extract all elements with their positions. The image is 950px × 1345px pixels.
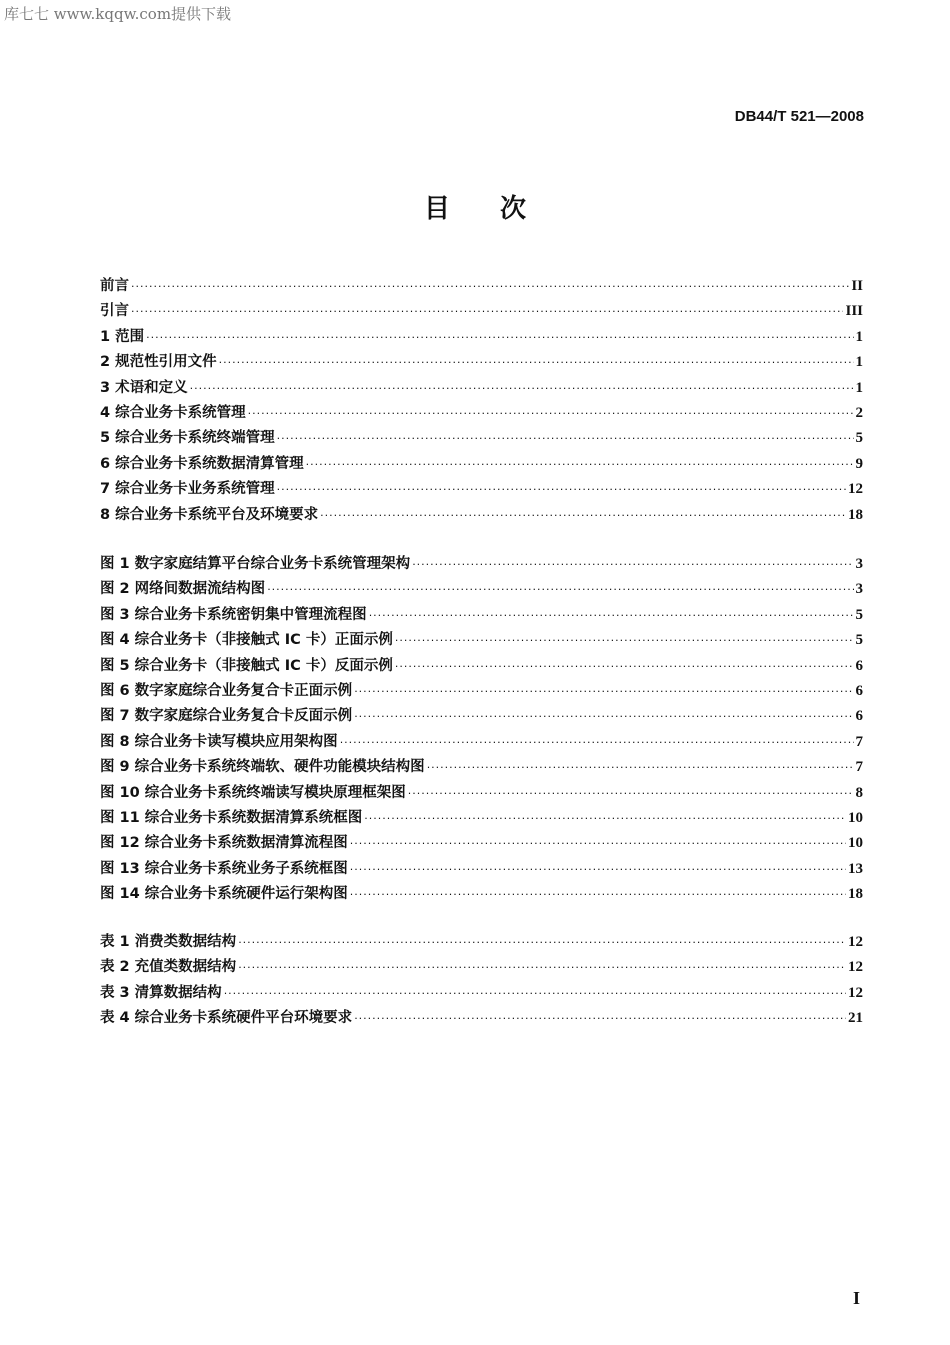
toc-entry-label: 4 综合业务卡系统管理: [100, 404, 246, 421]
dot-leader: [408, 781, 854, 806]
dot-leader: [219, 350, 854, 375]
toc-sections: [100, 274, 863, 528]
toc-entry-page: 12: [848, 934, 863, 950]
toc-entry[interactable]: [100, 552, 863, 577]
toc-entry-label: 图 11 综合业务卡系统数据清算系统框图: [100, 809, 363, 826]
toc-entry[interactable]: [100, 577, 863, 602]
toc-entry-label: 图 2 网络间数据流结构图: [100, 581, 266, 598]
toc-entry-label: 图 13 综合业务卡系统业务子系统框图: [100, 860, 348, 877]
toc-entry-label: 图 12 综合业务卡系统数据清算流程图: [100, 835, 348, 852]
toc-entry-label: 3 术语和定义: [100, 379, 188, 396]
toc-entry[interactable]: [100, 806, 863, 831]
dot-leader: [238, 930, 846, 955]
toc-entry[interactable]: [100, 401, 863, 426]
document-code: DB44/T 521—2008: [734, 108, 864, 125]
toc-entry-page: 1: [855, 354, 863, 371]
toc-entry-page: 2: [855, 404, 863, 421]
dot-leader: [248, 401, 854, 426]
toc-entry-label: 图 6 数字家庭综合业务复合卡正面示例: [100, 682, 353, 699]
dot-leader: [350, 831, 846, 856]
toc-entry-page: 13: [848, 860, 863, 877]
dot-leader: [354, 704, 853, 729]
toc-entry-page: 10: [848, 835, 863, 852]
toc-entry-label: 图 8 综合业务卡读写模块应用架构图: [100, 733, 338, 750]
dot-leader: [350, 882, 846, 907]
dot-leader: [131, 299, 843, 324]
dot-leader: [395, 654, 854, 679]
dot-leader: [131, 274, 849, 299]
toc-entry-page: 8: [855, 784, 863, 801]
toc-entry[interactable]: [100, 857, 863, 882]
toc-entry-page: 6: [855, 657, 863, 674]
toc-entry-page: 3: [855, 556, 863, 572]
toc-entry-page: 12: [848, 959, 863, 976]
toc-entry-label: 引言: [100, 303, 129, 320]
toc-entry[interactable]: [100, 299, 863, 324]
toc-entry[interactable]: [100, 1006, 863, 1031]
toc-entry-label: 表 4 综合业务卡系统硬件平台环境要求: [100, 1010, 353, 1027]
toc-entry-page: 18: [848, 506, 863, 523]
toc-entry-label: 图 7 数字家庭综合业务复合卡反面示例: [100, 708, 353, 725]
toc-entry-label: 图 14 综合业务卡系统硬件运行架构图: [100, 886, 348, 903]
toc-entry[interactable]: [100, 426, 863, 451]
toc-entry[interactable]: [100, 882, 863, 907]
toc-entry-page: 12: [848, 984, 863, 1001]
toc-entry[interactable]: [100, 755, 863, 780]
toc-entry-page: II: [851, 278, 863, 294]
toc-entry[interactable]: [100, 930, 863, 955]
dot-leader: [412, 552, 853, 577]
toc-entry[interactable]: [100, 628, 863, 653]
dot-leader: [395, 628, 854, 653]
toc-entry-label: 5 综合业务卡系统终端管理: [100, 430, 275, 447]
page-title: 目次: [423, 194, 576, 224]
toc-entry-page: 7: [855, 733, 863, 750]
toc-entry-label: 图 9 综合业务卡系统终端软、硬件功能模块结构图: [100, 759, 425, 776]
toc-entry-page: 12: [848, 481, 863, 498]
toc-entry-page: 21: [848, 1010, 863, 1027]
toc-entry-page: 10: [848, 809, 863, 826]
dot-leader: [354, 679, 853, 704]
dot-leader: [190, 376, 854, 401]
toc-figures: [100, 552, 863, 907]
toc-entry-label: 图 1 数字家庭结算平台综合业务卡系统管理架构: [100, 556, 411, 572]
toc-entry-page: 6: [855, 708, 863, 725]
toc-entry-label: 图 10 综合业务卡系统终端读写模块原理框架图: [100, 784, 406, 801]
toc-entry[interactable]: [100, 325, 863, 350]
dot-leader: [364, 806, 846, 831]
toc-entry-page: 18: [848, 886, 863, 903]
toc-entry-page: 1: [855, 379, 863, 396]
toc-entry-label: 2 规范性引用文件: [100, 354, 217, 371]
toc-entry-label: 表 2 充值类数据结构: [100, 959, 237, 976]
toc-entry[interactable]: [100, 503, 863, 528]
toc-entry-page: 1: [855, 328, 863, 345]
toc-entry-page: 6: [855, 682, 863, 699]
toc-entry[interactable]: [100, 730, 863, 755]
toc-entry[interactable]: [100, 274, 863, 299]
toc-entry[interactable]: [100, 452, 863, 477]
toc-entry[interactable]: [100, 477, 863, 502]
dot-leader: [320, 503, 846, 528]
toc-entry-label: 8 综合业务卡系统平台及环境要求: [100, 506, 319, 523]
watermark: 库七七 www.kqqw.com提供下载: [4, 5, 232, 23]
toc-entry-page: 9: [855, 455, 863, 472]
toc-entry[interactable]: [100, 981, 863, 1006]
toc-entry[interactable]: [100, 781, 863, 806]
toc-entry[interactable]: [100, 350, 863, 375]
toc-entry-label: 表 3 清算数据结构: [100, 984, 222, 1001]
dot-leader: [369, 603, 854, 628]
toc-entry-label: 图 5 综合业务卡（非接触式 IC 卡）反面示例: [100, 657, 393, 674]
dot-leader: [277, 477, 846, 502]
page-number: I: [852, 1288, 860, 1308]
toc-tables: [100, 930, 863, 1032]
toc-entry-page: 5: [855, 430, 863, 447]
toc-entry-page: 3: [855, 581, 863, 598]
toc-entry[interactable]: [100, 603, 863, 628]
dot-leader: [224, 981, 846, 1006]
toc-entry-label: 图 4 综合业务卡（非接触式 IC 卡）正面示例: [100, 632, 393, 649]
dot-leader: [277, 426, 854, 451]
toc-entry-page: III: [845, 303, 863, 320]
toc-entry[interactable]: [100, 704, 863, 729]
toc-entry[interactable]: [100, 955, 863, 980]
toc-entry-page: 5: [855, 606, 863, 623]
dot-leader: [354, 1006, 846, 1031]
toc-entry-label: 图 3 综合业务卡系统密钥集中管理流程图: [100, 606, 367, 623]
toc-entry-label: 7 综合业务卡业务系统管理: [100, 481, 275, 498]
toc-entry-label: 前言: [100, 278, 129, 294]
toc-entry[interactable]: [100, 831, 863, 856]
toc-entry[interactable]: [100, 679, 863, 704]
toc-entry-page: 7: [855, 759, 863, 776]
dot-leader: [306, 452, 854, 477]
dot-leader: [267, 577, 853, 602]
toc-entry[interactable]: [100, 654, 863, 679]
toc-entry-page: 5: [855, 632, 863, 649]
toc-entry-label: 1 范围: [100, 328, 145, 345]
dot-leader: [427, 755, 854, 780]
dot-leader: [340, 730, 854, 755]
dot-leader: [350, 857, 846, 882]
dot-leader: [238, 955, 846, 980]
toc-entry[interactable]: [100, 376, 863, 401]
toc-entry-label: 表 1 消费类数据结构: [100, 934, 237, 950]
dot-leader: [146, 325, 853, 350]
toc-entry-label: 6 综合业务卡系统数据清算管理: [100, 455, 304, 472]
